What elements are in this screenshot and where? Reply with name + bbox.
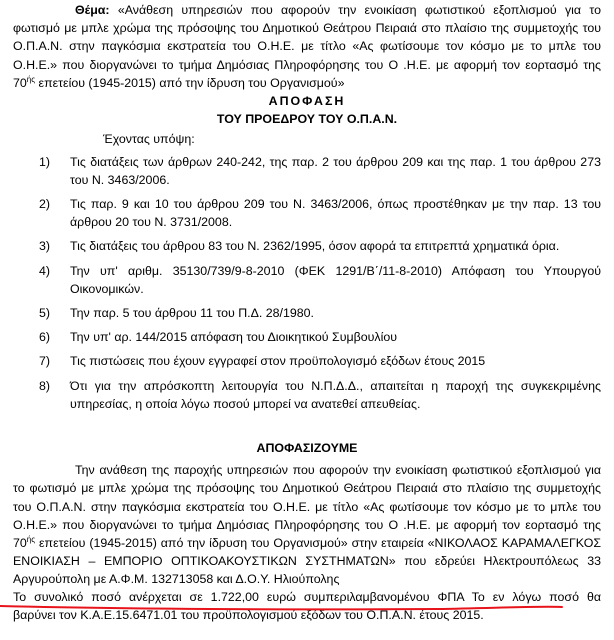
list-item — [13, 304, 601, 322]
list-item-text: Τις πιστώσεις που έχουν εγγραφεί στον προϋπολογισμό εξόδων έτους 2015 — [70, 354, 486, 369]
amount-line-2: βαρύνει τον Κ.Α.Ε.15.6471.01 του προϋπολογισμού εξόδων του Ο.Π.Α.Ν. έτους 2015. — [13, 608, 484, 623]
list-item-number: 6) — [39, 330, 51, 345]
list-item — [13, 195, 601, 231]
subject-text: «Ανάθεση υπηρεσιών που αφορούν την ενοικίαση φωτιστικού εξοπλισμού για το φωτισμό με μπλε χρώμα της πρόσοψης του Δημοτικού Θεάτρου Πειραιά στο πλαίσιο της συμμετοχής του Ο.Π.Α.Ν. στην παγκόσμια εκστρατεία του Ο.Η.Ε. με τίτλο «Ας φωτίσουμε τον κόσμο με το μπλε του Ο.Η.Ε.» που διοργανώνει το τμήμα Δημόσιας Πληροφόρησης του Ο .Η.Ε. με αφορμή τον εορτασμό της 70 — [13, 3, 601, 90]
list-item — [13, 328, 601, 346]
list-item — [13, 262, 601, 298]
list-item — [13, 153, 601, 189]
list-item — [13, 352, 601, 370]
list-item-text: Την υπ' αριθμ. 35130/739/9-8-2010 (ΦΕΚ 1291/Β΄/11-8-2010) Απόφαση του Υπουργού Οικονομικών. — [70, 263, 601, 296]
list-item-number: 3) — [39, 239, 51, 254]
subject-tail: επετείου (1945-2015) από την ίδρυση του Οργανισμού» — [35, 75, 345, 90]
subject-label: Θέμα: — [75, 3, 110, 17]
subject-superscript: ής — [26, 74, 36, 84]
heading-decide: ΑΠΟΦΑΣΙΖΟΥΜΕ — [256, 441, 358, 456]
list-item — [13, 377, 601, 413]
heading-decision: ΑΠΟΦΑΣΗ — [268, 94, 346, 109]
list-item-number: 1) — [39, 154, 51, 169]
list-item-text: Τις διατάξεις των άρθρων 240-242, της παρ. 2 του άρθρου 209 και της παρ. 1 του άρθρου 273 του Ν. 3463/2006. — [70, 154, 601, 187]
intro-text: Έχοντας υπόψη: — [103, 132, 195, 147]
decision-text-a: Την ανάθεση της παροχής υπηρεσιών που αφορούν την ενοικίαση φωτιστικού εξοπλισμού για το φωτισμό με μπλε χρώμα της πρόσοψης του Δημοτικού Θεάτρου Πειραιά στο πλαίσιο της συμμετοχής του Ο.Π.Α.Ν. στην παγκόσμια εκστρατεία του Ο.Η.Ε. με τίτλο «Ας φωτίσουμε τον κόσμο με το μπλε του Ο.Η.Ε.» που διοργανώνει το τμήμα Δημόσιας Πληροφόρησης του Ο .Η.Ε. με αφορμή τον εορτασμό της 70 — [13, 463, 601, 551]
list-item — [13, 237, 601, 255]
list-item-text: Ότι για την απρόσκοπτη λειτουργία του Ν.Π.Δ.Δ., απαιτείται η παροχή της συγκεκριμένης υπηρεσίας, η οποία λόγω ποσού μπορεί να ανατεθεί απευθείας. — [70, 378, 601, 411]
document-page — [13, 0, 601, 589]
list-item-number: 8) — [39, 378, 51, 393]
list-item-number: 2) — [39, 197, 51, 212]
list-item-text: Τις παρ. 9 και 10 του άρθρου 209 του Ν. 3463/2006, όπως προστέθηκαν με την παρ. 13 του άρθρου 20 του Ν. 3731/2008. — [70, 197, 601, 230]
heading-president: ΤΟΥ ΠΡΟΕΔΡΟΥ ΤΟΥ Ο.Π.Α.Ν. — [216, 112, 398, 127]
subject-paragraph — [13, 1, 601, 92]
list-item-text: Την υπ' αρ. 144/2015 απόφαση του Διοικητικού Συμβουλίου — [70, 330, 398, 345]
decision-superscript: ής — [26, 534, 36, 544]
list-item-text: Την παρ. 5 του άρθρου 11 του Π.Δ. 28/1980. — [70, 306, 314, 321]
list-item-number: 5) — [39, 306, 51, 321]
red-underline-annotation — [0, 604, 564, 612]
list-item-number: 7) — [39, 354, 51, 369]
amount-line-1: Το συνολικό ποσό ανέρχεται σε 1.722,00 ευρώ συμπεριλαμβανομένου ΦΠΑ Το εν λόγω ποσό θα — [13, 590, 601, 604]
list-item-number: 4) — [39, 263, 51, 278]
considerations-list — [13, 153, 601, 413]
list-item-text: Τις διατάξεις του άρθρου 83 του Ν. 2362/1995, όσον αφορά τα επιτρεπτά χρηματικά όρια. — [70, 239, 560, 254]
decision-text-b: επετείου (1945-2015) από την ίδρυση του Οργανισμού» στην εταιρεία «ΝΙΚΟΛΑΟΣ ΚΑΡΑΜΑΛΕΓΚΟΣ ΕΝΟΙΚΙΑΣΗ – ΕΜΠΟΡΙΟ ΟΠΤΙΚΟΑΚΟΥΣΤΙΚΩΝ ΣΥΣΤΗΜΑΤΩΝ» που εδρεύει Ηλεκτρουπόλεως 33 Αργυρούπολη με Α.Φ.Μ. 132713058 και Δ.Ο.Υ. Ηλιούπολης — [13, 536, 601, 587]
decision-paragraph — [13, 461, 601, 588]
